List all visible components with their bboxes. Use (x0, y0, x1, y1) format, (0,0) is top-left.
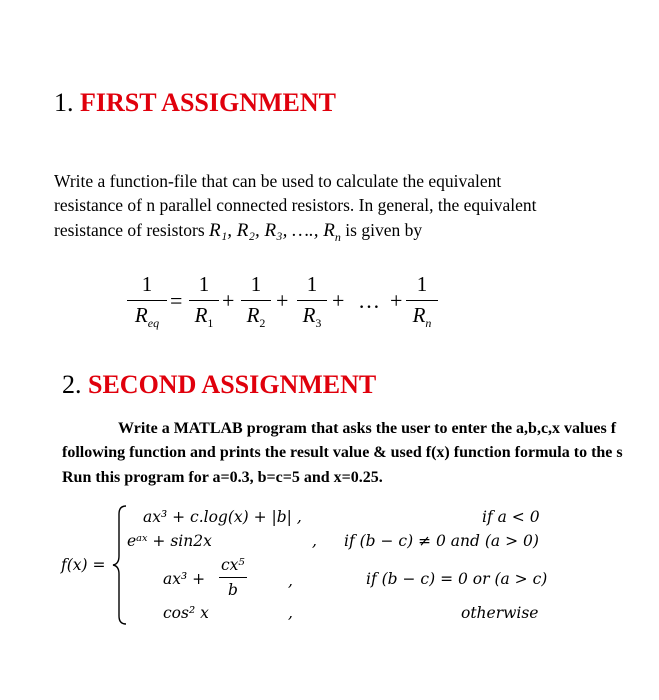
case4-comma: , (288, 604, 293, 622)
plus-sign: + (276, 288, 289, 313)
section1-line3 (54, 218, 422, 250)
function-lhs: f(x) = (61, 556, 106, 574)
section1-title: FIRST ASSIGNMENT (80, 88, 336, 117)
case1-condition: if a < 0 (482, 508, 540, 526)
fraction-req (127, 272, 167, 336)
fraction-r1-den (189, 303, 219, 331)
case3-fraction (219, 556, 247, 600)
plus-sign: + (390, 288, 403, 313)
section2-line3: Run this program for a=0.3, b=c=5 and x=0.25. (62, 469, 383, 486)
resistor-list-sub: n (334, 229, 341, 244)
resistor-list-math: R₁, R₂, R₃, …., R (209, 220, 335, 241)
case3-comma: , (288, 572, 293, 590)
fraction-r2-num: 1 (250, 272, 262, 296)
fraction-bar (127, 300, 167, 301)
fraction-r1-num: 1 (198, 272, 210, 296)
fraction-rn-num: 1 (416, 272, 428, 296)
case2-condition: if (b − c) ≠ 0 and (a > 0) (344, 532, 539, 550)
case4-expression: cos² x (163, 604, 209, 622)
case2-comma: , (312, 532, 317, 550)
equals-sign: = (170, 288, 183, 313)
case3-denominator: b (228, 581, 238, 599)
req-sub: eq (147, 316, 160, 331)
resistor-list (209, 220, 341, 244)
rn-sub: n (425, 316, 432, 331)
fraction-r2 (241, 272, 271, 336)
plus-sign: + (332, 288, 345, 313)
ellipsis: … (358, 288, 380, 313)
plus-sign: + (222, 288, 235, 313)
case4-condition: otherwise (461, 604, 539, 622)
fraction-rn (406, 272, 438, 336)
r3-symbol: R (302, 303, 316, 327)
section1-line3-end: is given by (345, 220, 423, 240)
rn-symbol: R (412, 303, 426, 327)
section1-heading (54, 88, 336, 118)
case3-expression: ax³ + (163, 570, 206, 588)
r2-sub: 2 (259, 316, 266, 331)
section2-title: SECOND ASSIGNMENT (88, 370, 377, 399)
fraction-r3-den (297, 303, 327, 331)
r3-sub: 3 (315, 316, 322, 331)
fraction-req-num: 1 (141, 272, 153, 296)
section1-line2: resistance of n parallel connected resistors. In general, the equivalent (54, 195, 537, 215)
fraction-bar (241, 300, 271, 301)
left-brace-icon (111, 504, 129, 626)
section1-line1: Write a function-file that can be used to calculate the equivalent (54, 171, 502, 191)
section2-number: 2. (62, 370, 82, 399)
fraction-req-den (127, 303, 167, 331)
fraction-bar (297, 300, 327, 301)
case3-condition: if (b − c) = 0 or (a > c) (366, 570, 548, 588)
piecewise-function (0, 500, 659, 630)
case3-fraction-bar (219, 577, 247, 578)
section1-number: 1. (54, 88, 74, 117)
fraction-r1 (189, 272, 219, 336)
r2-symbol: R (246, 303, 260, 327)
equivalent-resistance-formula (0, 272, 659, 342)
section2-line2: following function and prints the result value & used f(x) function formula to the s (62, 444, 623, 461)
fraction-bar (406, 300, 438, 301)
fraction-r3 (297, 272, 327, 336)
fraction-bar (189, 300, 219, 301)
case2-expression: eᵃˣ + sin2x (127, 532, 212, 550)
fraction-rn-den (406, 303, 438, 331)
section1-line3-text: resistance of resistors (54, 220, 205, 240)
r1-sub: 1 (207, 316, 214, 331)
case1-expression: ax³ + c.log(x) + |b| , (143, 508, 302, 526)
section2-heading (62, 370, 376, 400)
fraction-r3-num: 1 (306, 272, 318, 296)
r1-symbol: R (194, 303, 208, 327)
section2-line1: Write a MATLAB program that asks the user to enter the a,b,c,x values f (118, 420, 617, 437)
fraction-r2-den (241, 303, 271, 331)
case3-numerator: cx⁵ (221, 556, 245, 574)
req-symbol: R (134, 303, 148, 327)
